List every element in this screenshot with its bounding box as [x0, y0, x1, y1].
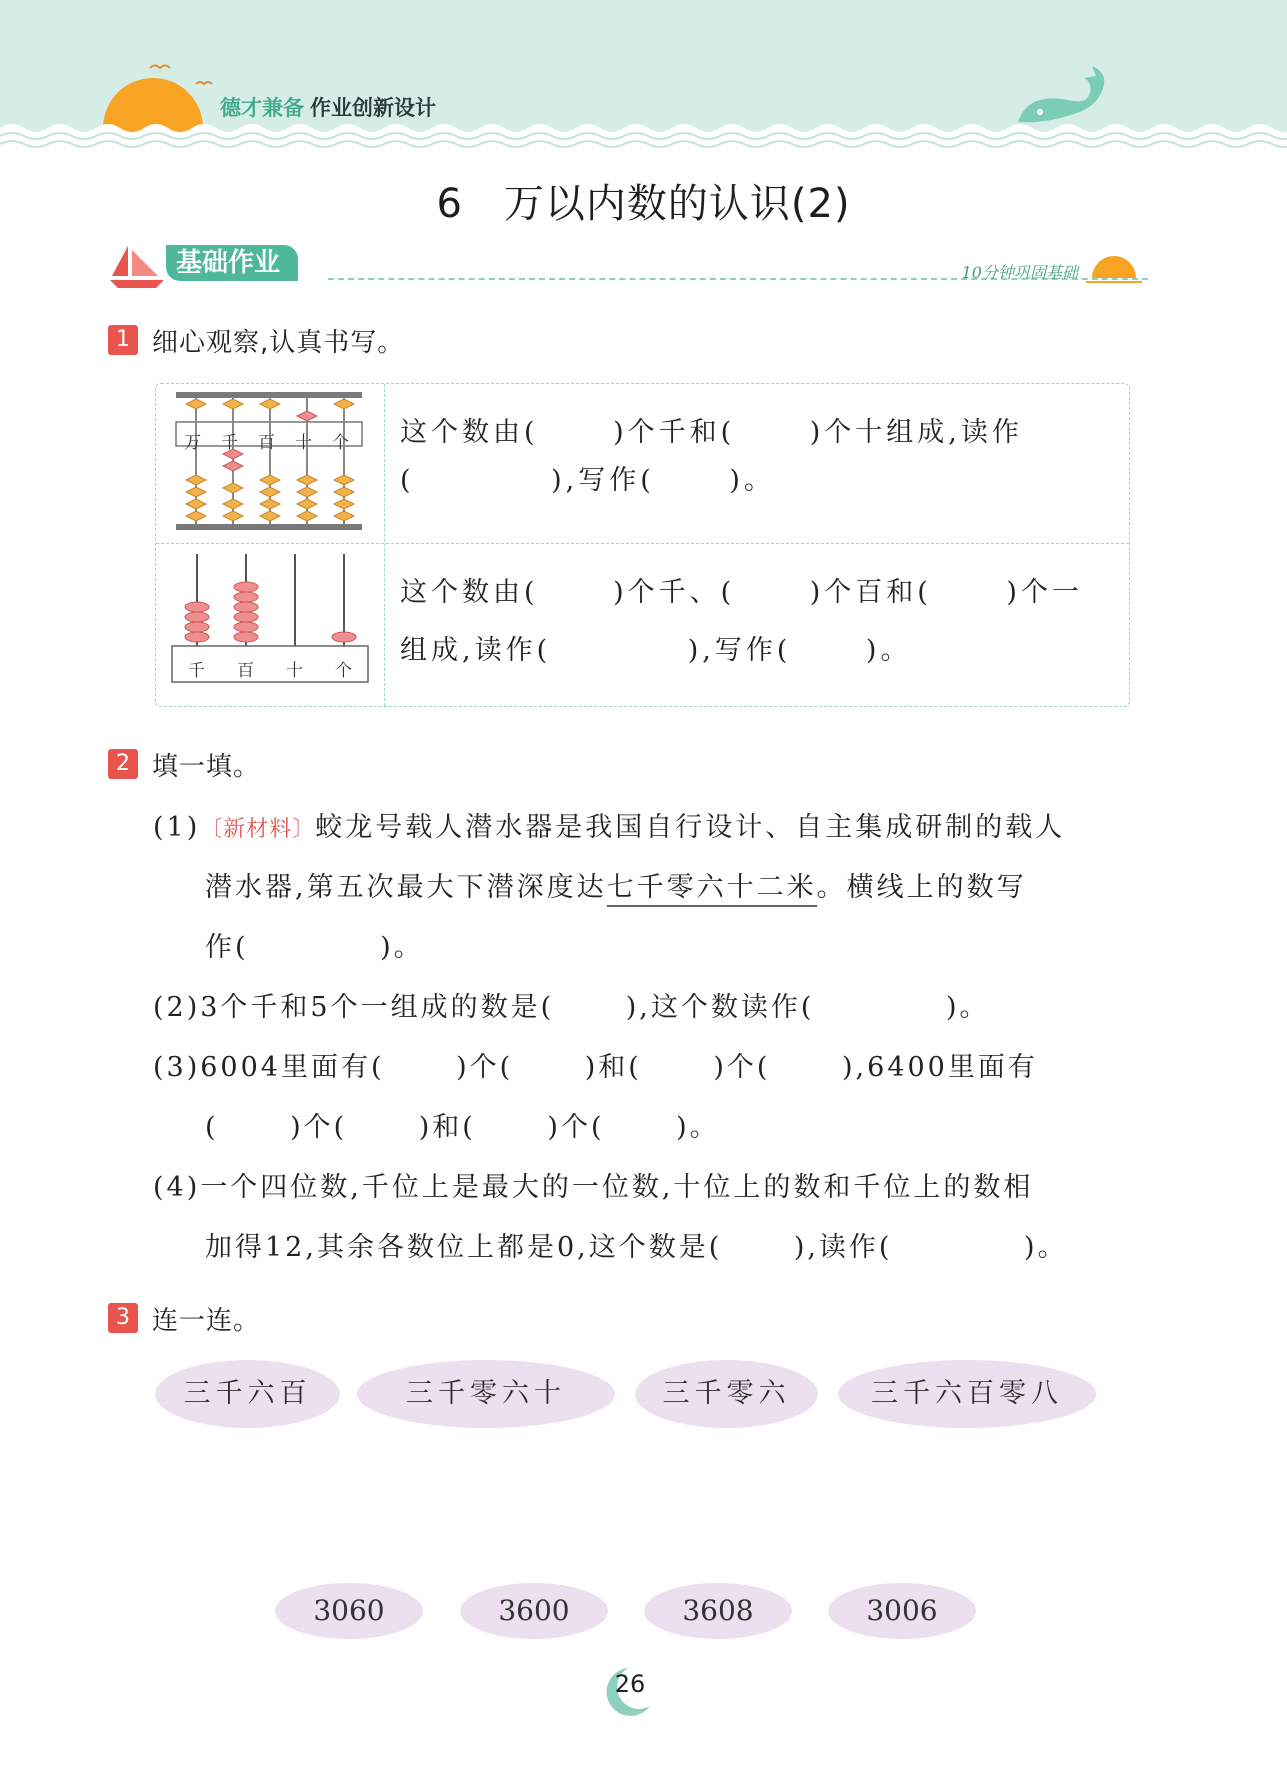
- q2-part1-line1: [153, 805, 1065, 844]
- row2-text-line1: 这个数由( )个千、( )个百和( )个一: [400, 577, 1083, 608]
- abacus1-label-ge: 个: [332, 433, 349, 453]
- q2-part4-line1: (4)一个四位数,千位上是最大的一位数,十位上的数和千位上的数相: [153, 1172, 1034, 1203]
- abacus2-label-shi: 十: [286, 661, 303, 681]
- abacus1-label-shi: 十: [295, 433, 312, 453]
- question-title-1: 细心观察,认真书写。: [152, 328, 405, 358]
- brand-title: [220, 92, 436, 122]
- number-option-1[interactable]: 3060: [275, 1583, 423, 1639]
- q2-part4-line2: 加得12,其余各数位上都是0,这个数是( ),读作( )。: [205, 1232, 1068, 1263]
- new-material-tag: 〔新材料〕: [200, 817, 316, 842]
- q1-table: [155, 383, 1130, 707]
- page-number: 26: [614, 1670, 646, 1698]
- question-number-2: 2: [108, 749, 138, 779]
- q2-part1-line2: [205, 865, 1027, 904]
- question-number-3: 3: [108, 1303, 138, 1333]
- q2-part1-text-a: 潜水器,第五次最大下潜深度达: [205, 872, 607, 903]
- q2-part2: (2)3个千和5个一组成的数是( ),这个数读作( )。: [153, 992, 990, 1023]
- word-option-1[interactable]: 三千六百: [155, 1360, 340, 1428]
- section-banner: [108, 242, 1148, 292]
- word-option-3[interactable]: 三千零六: [635, 1360, 818, 1428]
- question-title-3: 连一连。: [152, 1306, 261, 1336]
- abacus1-label-bai: 百: [258, 433, 275, 453]
- word-option-4[interactable]: 三千六百零八: [838, 1360, 1096, 1428]
- q2-part3-line2: ( )个( )和( )个( )。: [205, 1112, 720, 1143]
- q2-part3-line1: (3)6004里面有( )个( )和( )个( ),6400里面有: [153, 1052, 1038, 1083]
- underlined-depth: 七千零六十二米: [607, 872, 817, 907]
- sun-icon: [1084, 248, 1144, 288]
- section-time-note: 10分钟巩固基础: [961, 263, 1078, 282]
- brand-part2: 作业创新设计: [310, 96, 436, 120]
- lesson-title: 6 万以内数的认识(2): [436, 181, 851, 227]
- q2-part1-text-b: 。横线上的数写: [816, 872, 1027, 903]
- number-option-4[interactable]: 3006: [828, 1583, 976, 1639]
- brand-part1: 德才兼备: [220, 96, 304, 120]
- abacus1-label-wan: 万: [184, 433, 201, 453]
- page-header: [0, 0, 1287, 150]
- abacus2-label-bai: 百: [237, 661, 254, 681]
- number-option-2[interactable]: 3600: [460, 1583, 608, 1639]
- header-decoration: [0, 0, 1287, 150]
- sailboat-icon: [108, 242, 168, 292]
- table-horizontal-divider: [156, 543, 1129, 544]
- q2-part1-text: 蛟龙号载人潜水器是我国自行设计、自主集成研制的载人: [315, 812, 1066, 843]
- table-vertical-divider: [384, 384, 385, 706]
- number-option-3[interactable]: 3608: [644, 1583, 792, 1639]
- abacus1-label-qian: 千: [221, 433, 238, 453]
- q2-part1-line3: 作( )。: [205, 932, 424, 963]
- row1-text-line2: ( ),写作( )。: [400, 465, 775, 496]
- word-option-2[interactable]: 三千零六十: [357, 1360, 615, 1428]
- bead-abacus-figure: [172, 390, 372, 540]
- q2-part1-prefix: (1): [153, 812, 201, 843]
- section-label: 基础作业: [166, 245, 298, 281]
- abacus2-label-ge: 个: [335, 661, 352, 681]
- question-title-2: 填一填。: [152, 752, 261, 782]
- row2-text-line2: 组成,读作( ),写作( )。: [400, 635, 912, 666]
- question-number-1: 1: [108, 325, 138, 355]
- row1-text-line1: 这个数由( )个千和( )个十组成,读作: [400, 417, 1023, 448]
- abacus2-label-qian: 千: [188, 661, 205, 681]
